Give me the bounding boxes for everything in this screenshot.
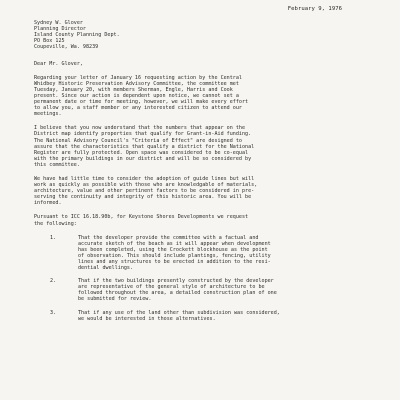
text-line: present. Since our action is dependent upon notice, we cannot set a	[34, 92, 239, 99]
recipient-line: PO Box 125	[34, 38, 65, 45]
paragraph-4	[34, 214, 370, 226]
text-line: Tuesday, January 20, with members Sherman, Engle, Harris and Cook	[34, 86, 233, 93]
list-text	[68, 310, 370, 322]
text-line: be submitted for review.	[78, 296, 152, 303]
recipient-address	[34, 20, 370, 50]
text-line: are representative of the general style of architecture to be	[78, 284, 265, 291]
text-line: serving the continuity and integrity of this historic area. You will be	[34, 194, 252, 201]
text-line: meetings.	[34, 111, 62, 118]
letter-date: February 9, 1976	[287, 6, 342, 12]
text-line: this committee.	[34, 161, 80, 168]
list-number: 1.	[50, 234, 57, 241]
text-line: has been completed, using the Crockett blockhouse as the point	[78, 246, 268, 253]
text-line: District map identify properties that qualify for Grant-in-Aid funding.	[34, 131, 252, 138]
list-number: 3.	[50, 309, 57, 316]
list-text	[68, 235, 370, 272]
paragraph-2	[34, 125, 370, 168]
text-line: of observation. This should include plantings, fencing, utility	[78, 252, 271, 259]
list-item	[34, 278, 370, 302]
paragraph-3	[34, 176, 370, 206]
text-line: architecture, value and other pertinent factors to be considered in pre-	[34, 188, 255, 195]
text-line: That if the two buildings presently constructed by the developer	[78, 278, 274, 285]
recipient-line: Island County Planning Dept.	[34, 32, 120, 39]
text-line: dential dwellings.	[78, 265, 134, 272]
text-line: informed.	[34, 200, 62, 207]
text-line: the following:	[34, 220, 77, 227]
recipient-line: Sydney W. Glover	[34, 20, 83, 27]
list-item	[34, 235, 370, 272]
text-line: to allow you, a staff member or any interested citizen to attend our	[34, 105, 242, 112]
list-text	[68, 278, 370, 302]
text-line: That the developer provide the committee with a factual and	[78, 234, 259, 241]
text-line: permanent date or time for meeting, however, we will make every effort	[34, 99, 249, 106]
request-list	[34, 235, 370, 322]
text-line: lines and any structures to be erected in addition to the resi-	[78, 259, 271, 265]
text-line: assure that the characteristics that qualify a district for the National	[34, 143, 255, 150]
list-number: 2.	[50, 278, 57, 285]
recipient-line: Planning Director	[34, 26, 86, 33]
text-line: I believe that you now understand that the numbers that appear on the	[34, 125, 246, 132]
text-line: we would be interested in those alternatives.	[78, 315, 216, 322]
text-line: Whidbey Historic Preservation Advisory Committee, the committee met	[34, 80, 239, 87]
text-line: Register are fully protected. Open space was considered to be co-equal	[34, 149, 249, 156]
text-line: work as quickly as possible with those who are knowledgable of materials,	[34, 182, 258, 189]
text-line: That if any use of the land other than subdivision was considered,	[78, 309, 280, 316]
text-line: with the primary buildings in our district and will be so considered by	[34, 155, 252, 162]
text-line: The National Advisory Council's "Criteria of Effect" are designed to	[34, 137, 242, 144]
text-line: Regarding your letter of January 16 requesting action by the Central	[34, 74, 242, 81]
recipient-line: Coupeville, Wa. 98239	[34, 44, 99, 51]
text-line: Pursuant to ICC 16.18.90b, for Keystone Shores Developments we request	[34, 214, 249, 221]
list-item	[34, 310, 370, 322]
text-line: accurate sketch of the beach as it will appear when development	[78, 240, 271, 247]
salutation: Dear Mr. Glover,	[34, 60, 83, 67]
text-line: We have had little time to consider the adoption of guide lines but will	[34, 175, 255, 182]
paragraph-1	[34, 75, 370, 118]
text-line: followed throughout the area, a detailed construction plan of one	[78, 290, 277, 297]
